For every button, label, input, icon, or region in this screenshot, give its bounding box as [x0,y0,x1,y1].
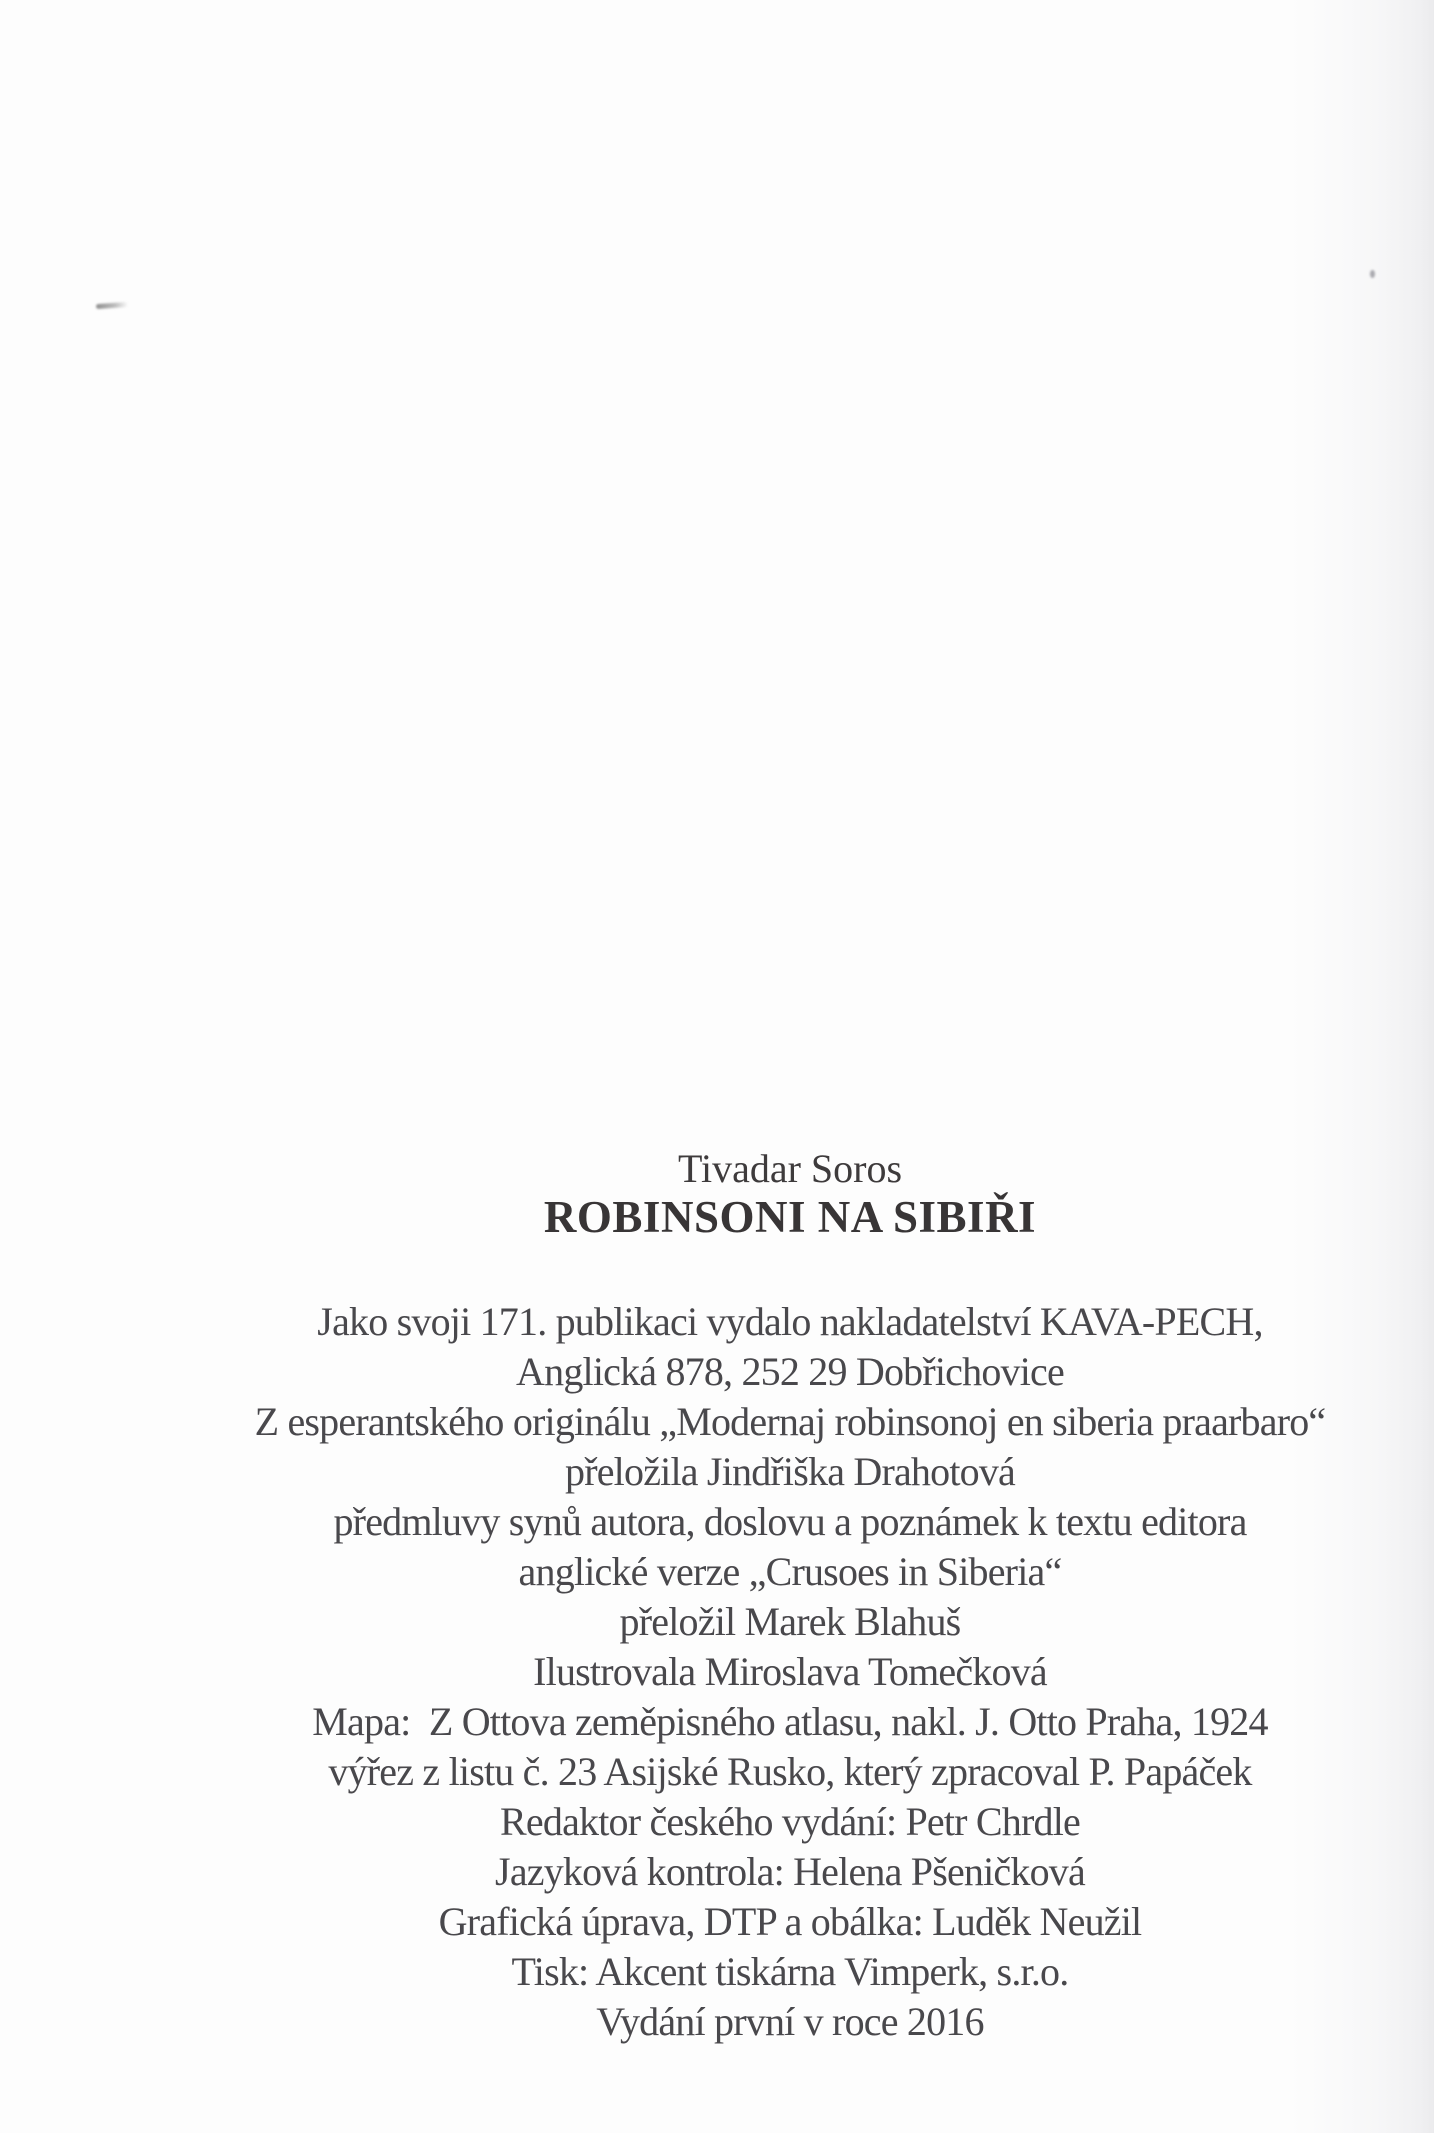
imprint-line-forewords: předmluvy synů autora, doslovu a poznámek k textu editora [333,1499,1247,1544]
imprint-line-editor: Redaktor českého vydání: Petr Chrdle [500,1799,1080,1844]
imprint-line-illustrator: Ilustrovala Miroslava Tomečková [533,1649,1047,1694]
book-author: Tivadar Soros [677,1146,903,1191]
imprint-line-translator: přeložila Jindřiška Drahotová [565,1449,1015,1494]
imprint-block [146,1297,1434,2047]
imprint-line-map-source: Mapa: Z Ottova zeměpisného atlasu, nakl. J. Otto Praha, 1924 [312,1699,1268,1744]
imprint-line-proofreader: Jazyková kontrola: Helena Pšeničková [495,1849,1085,1894]
imprint-line-english-translator: přeložil Marek Blahuš [619,1599,961,1644]
imprint-line-edition: Vydání první v roce 2016 [596,1999,984,2044]
imprint-line-original: Z esperantského originálu „Modernaj robinsonoj en siberia praarbaro“ [254,1399,1326,1444]
colophon [146,0,1434,2133]
imprint-line-printer: Tisk: Akcent tiskárna Vimperk, s.r.o. [511,1949,1069,1994]
imprint-line-address: Anglická 878, 252 29 Dobřichovice [516,1349,1064,1394]
title-block [146,1145,1434,1241]
book-title: ROBINSONI NA SIBIŘI [543,1192,1037,1242]
imprint-line-map-detail: výřez z listu č. 23 Asijské Rusko, který zpracoval P. Papáček [328,1749,1252,1794]
scan-smudge-mark [96,302,128,309]
imprint-line-design: Grafická úprava, DTP a obálka: Luděk Neužil [438,1899,1142,1944]
imprint-line-publisher: Jako svoji 171. publikaci vydalo nakladatelství KAVA-PECH, [317,1299,1263,1344]
imprint-line-english-version: anglické verze „Crusoes in Siberia“ [518,1549,1062,1594]
